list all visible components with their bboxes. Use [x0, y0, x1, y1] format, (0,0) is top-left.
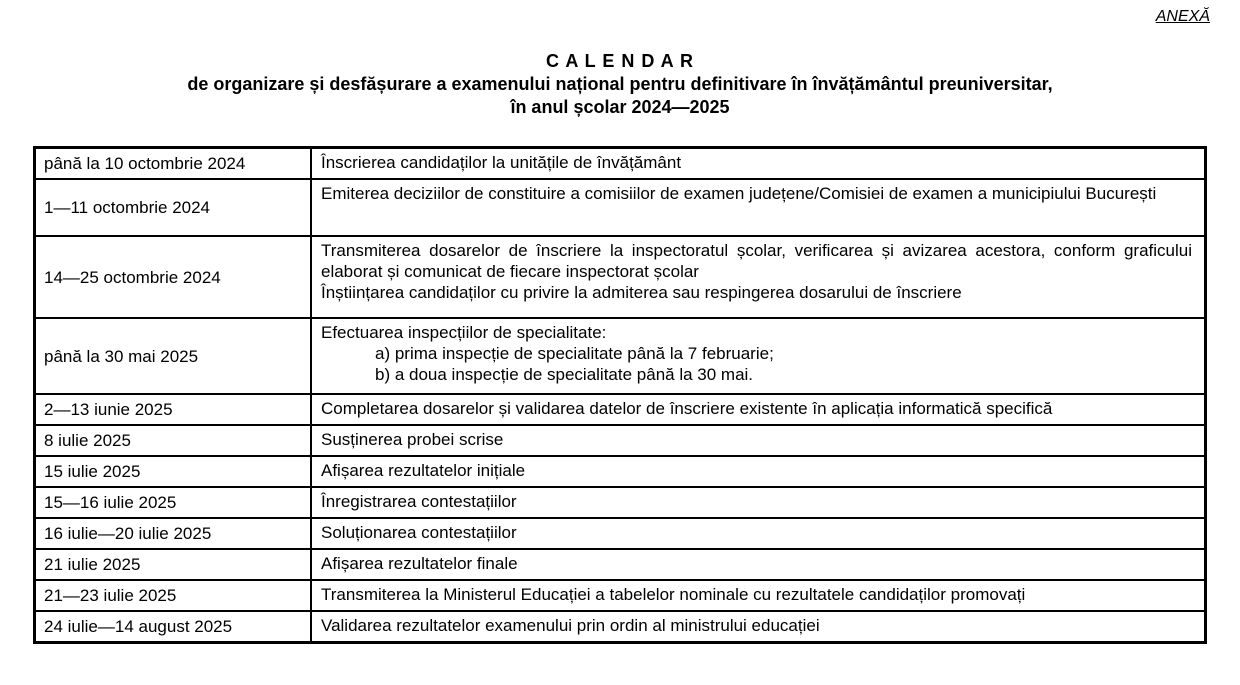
- date-text: 16 iulie—20 iulie 2025: [44, 524, 212, 543]
- activity-text: Emiterea deciziilor de constituire a comisiilor de examen județene/Comisiei de examen a municipiului București: [321, 184, 1157, 203]
- activity-text: Efectuarea inspecțiilor de specialitate:: [321, 323, 607, 342]
- table-row: [36, 548, 1204, 579]
- activity-cell: [312, 237, 1204, 317]
- activity-text: Validarea rezultatelor examenului prin ordin al ministrului educației: [321, 616, 820, 635]
- activity-text: Afișarea rezultatelor finale: [321, 554, 518, 573]
- date-text: 1—11 octombrie 2024: [44, 198, 211, 217]
- activity-text: Susținerea probei scrise: [321, 430, 504, 449]
- date-text: 15—16 iulie 2025: [44, 493, 177, 512]
- calendar-table: [33, 146, 1207, 644]
- date-text: 8 iulie 2025: [44, 431, 131, 450]
- activity-text: a) prima inspecție de specialitate până la 7 februarie;: [375, 344, 774, 363]
- activity-cell: [312, 149, 1204, 178]
- activity-cell: [312, 319, 1204, 393]
- activity-cell: [312, 581, 1204, 610]
- date-cell: [36, 319, 312, 393]
- activity-cell: [312, 457, 1204, 486]
- activity-text: Completarea dosarelor și validarea datelor de înscriere existente în aplicația informatică specifică: [321, 399, 1053, 418]
- date-text: 21—23 iulie 2025: [44, 586, 177, 605]
- activity-cell: [312, 519, 1204, 548]
- date-cell: [36, 149, 312, 178]
- date-cell: [36, 180, 312, 235]
- date-text: 14—25 octombrie 2024: [44, 267, 221, 287]
- date-text: 21 iulie 2025: [44, 555, 141, 574]
- date-cell: [36, 426, 312, 455]
- document-header: [0, 50, 1240, 119]
- table-row: [36, 178, 1204, 235]
- table-row: [36, 393, 1204, 424]
- table-row: [36, 579, 1204, 610]
- activity-text: Afișarea rezultatelor inițiale: [321, 461, 526, 480]
- date-text: 24 iulie—14 august 2025: [44, 617, 233, 636]
- activity-text: Transmiterea la Ministerul Educației a tabelelor nominale cu rezultatele candidaților promovați: [321, 585, 1026, 604]
- activity-cell: [312, 488, 1204, 517]
- activity-text: Soluționarea contestațiilor: [321, 523, 517, 542]
- activity-cell: [312, 395, 1204, 424]
- date-text: până la 10 octombrie 2024: [44, 154, 246, 173]
- date-text: 2—13 iunie 2025: [44, 400, 173, 419]
- table-row: [36, 235, 1204, 317]
- date-text: 15 iulie 2025: [44, 462, 141, 481]
- table-row: [36, 610, 1204, 641]
- table-row: [36, 317, 1204, 393]
- annex-label: ANEXĂ: [1155, 8, 1210, 25]
- table-row: [36, 455, 1204, 486]
- activity-text: Înregistrarea contestațiilor: [321, 492, 517, 511]
- table-row: [36, 486, 1204, 517]
- activity-cell: [312, 550, 1204, 579]
- date-cell: [36, 550, 312, 579]
- date-cell: [36, 519, 312, 548]
- date-text: până la 30 mai 2025: [44, 346, 199, 366]
- activity-text: Înscrierea candidaților la unitățile de învățământ: [321, 153, 682, 172]
- document-subtitle-line-2: în anul școlar 2024—2025: [510, 97, 730, 117]
- activity-cell: [312, 612, 1204, 641]
- table-row: [36, 517, 1204, 548]
- activity-text: Transmiterea dosarelor de înscriere la inspectoratul școlar, verificarea și avizarea acestora, conform graficului elaborat și comunicat de fiecare inspectorat școlar: [321, 241, 1192, 281]
- date-cell: [36, 488, 312, 517]
- activity-text: b) a doua inspecție de specialitate până la 30 mai.: [375, 365, 754, 384]
- activity-text: Înștiințarea candidaților cu privire la admiterea sau respingerea dosarului de înscriere: [321, 283, 962, 302]
- date-cell: [36, 237, 312, 317]
- activity-cell: [312, 180, 1204, 235]
- document-subtitle-line-1: de organizare și desfășurare a examenului național pentru definitivare în învățământul preuniversitar,: [187, 74, 1053, 94]
- document-title: C A L E N D A R: [545, 51, 694, 71]
- date-cell: [36, 457, 312, 486]
- date-cell: [36, 612, 312, 641]
- date-cell: [36, 581, 312, 610]
- activity-cell: [312, 426, 1204, 455]
- table-row: [36, 424, 1204, 455]
- date-cell: [36, 395, 312, 424]
- table-row: [36, 149, 1204, 178]
